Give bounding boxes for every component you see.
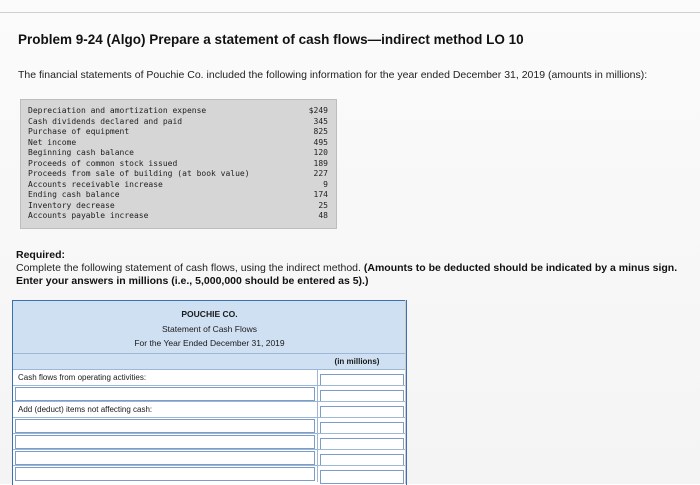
data-row: [28, 201, 328, 212]
data-label: Ending cash balance: [28, 190, 120, 199]
data-row: [28, 190, 328, 201]
table-row: [13, 433, 406, 450]
data-row: [28, 106, 328, 117]
cash-flow-statement: [12, 300, 407, 485]
table-row: [13, 401, 406, 418]
page-shadow-edge: [405, 300, 406, 484]
table-row: [13, 417, 406, 434]
operating-activities-label: Cash flows from operating activities:: [13, 370, 318, 386]
data-row: [28, 169, 328, 180]
data-amount: 189: [313, 158, 328, 168]
required-emphasis: (Amounts to be deducted should be indicated by a minus sign. Enter your answers in millions (i.e., 5,000,000 should be entered as 5).): [16, 262, 678, 287]
table-row: [13, 449, 406, 466]
statement-header: [13, 301, 406, 353]
statement-name: Statement of Cash Flows: [162, 324, 257, 334]
table-row: [13, 385, 406, 402]
data-row: [28, 180, 328, 191]
units-label: (in millions): [334, 357, 380, 366]
top-divider: [0, 12, 700, 13]
description-input[interactable]: [15, 467, 315, 481]
table-row: [13, 465, 406, 482]
amount-input[interactable]: [320, 470, 404, 484]
company-name: POUCHIE CO.: [181, 309, 238, 319]
units-row: [13, 353, 406, 370]
table-row: [13, 369, 406, 386]
data-amount: 227: [313, 169, 328, 178]
data-label: Proceeds from sale of building (at book value): [28, 169, 250, 178]
data-row: [28, 117, 328, 128]
problem-intro: The financial statements of Pouchie Co. included the following information for the year ended December 31, 2019 (amounts in millions):: [18, 69, 648, 81]
data-amount: 120: [313, 148, 328, 157]
description-input[interactable]: [15, 387, 315, 401]
data-table: [20, 99, 337, 229]
data-amount: 48: [318, 211, 328, 220]
data-amount: 174: [313, 190, 328, 199]
problem-title: Problem 9-24 (Algo) Prepare a statement of cash flows—indirect method LO 10: [18, 32, 524, 47]
data-label: Beginning cash balance: [28, 148, 134, 157]
data-amount: $249: [308, 106, 328, 115]
data-label: Inventory decrease: [28, 200, 115, 210]
data-row: [28, 148, 328, 159]
required-heading: Required:: [16, 249, 66, 261]
data-row: [28, 127, 328, 138]
data-label: Depreciation and amortization expense: [28, 106, 207, 115]
description-input[interactable]: [15, 451, 315, 465]
data-label: Net income: [28, 137, 77, 147]
adjustments-label: Add (deduct) items not affecting cash:: [13, 402, 318, 418]
description-input[interactable]: [15, 419, 315, 433]
statement-period: For the Year Ended December 31, 2019: [134, 338, 285, 348]
data-label: Accounts payable increase: [28, 211, 149, 220]
data-amount: 825: [313, 127, 328, 136]
data-row: [28, 211, 328, 222]
data-amount: 495: [313, 137, 328, 147]
data-label: Purchase of equipment: [28, 127, 130, 136]
required-text: Complete the following statement of cash flows, using the indirect method.: [16, 262, 361, 274]
data-amount: 345: [313, 116, 328, 126]
data-amount: 9: [323, 179, 328, 189]
required-instructions: [16, 262, 692, 287]
description-input[interactable]: [15, 435, 315, 449]
data-row: [28, 138, 328, 149]
data-row: [28, 159, 328, 170]
data-label: Accounts receivable increase: [28, 179, 163, 189]
data-label: Cash dividends declared and paid: [28, 116, 183, 126]
data-amount: 25: [318, 200, 328, 210]
data-label: Proceeds of common stock issued: [28, 158, 178, 168]
